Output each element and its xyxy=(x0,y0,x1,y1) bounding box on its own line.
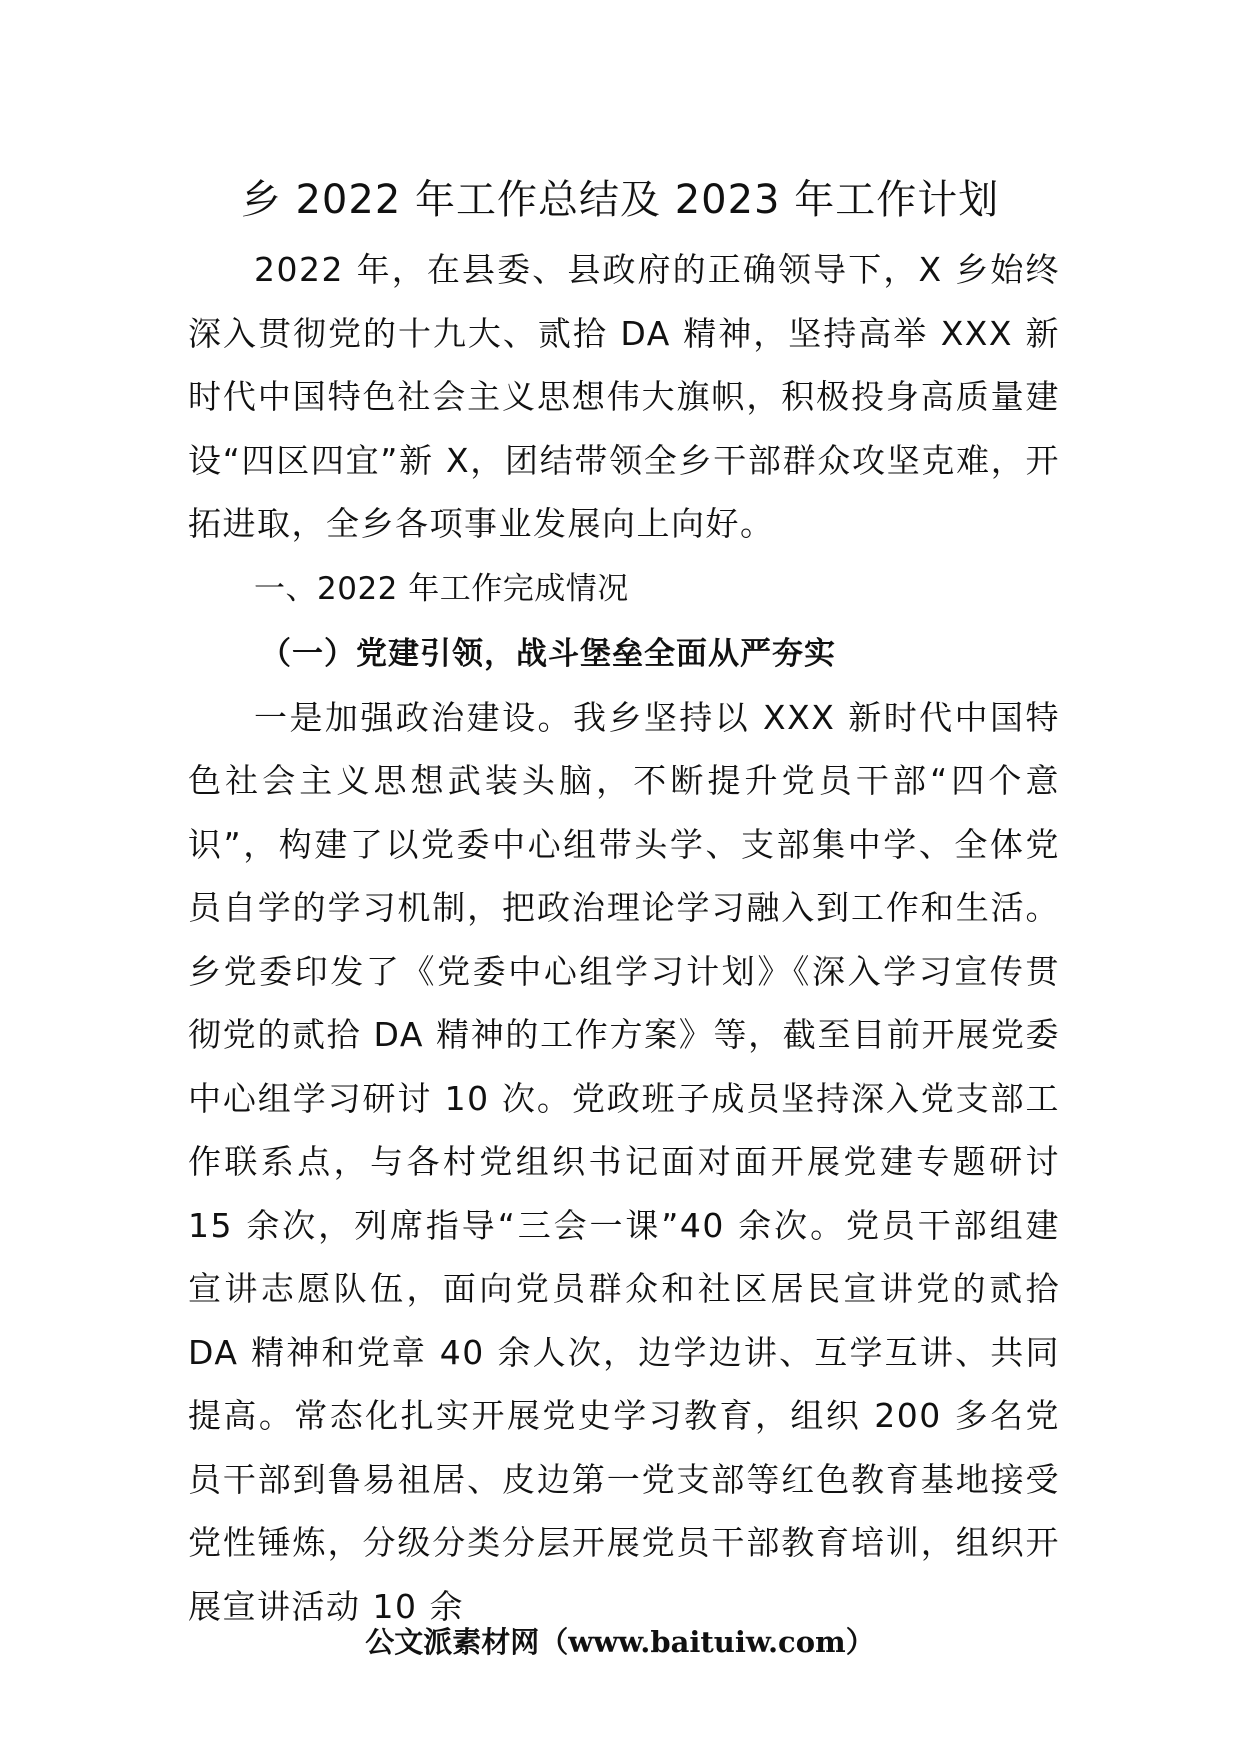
intro-paragraph: 2022 年，在县委、县政府的正确领导下，X 乡始终深入贯彻党的十九大、贰拾 DA 精神，坚持高举 XXX 新时代中国特色社会主义思想伟大旗帜，积极投身高质量建设“四区四宜”新 X，团结带领全乡干部群众攻坚克难，开拓进取，全乡各项事业发展向上向好。 xyxy=(188,250,1060,543)
document-body xyxy=(188,238,1060,1638)
footer-watermark: 公文派素材网（www.baituiw.com） xyxy=(365,1625,875,1659)
section-heading: 一、2022 年工作完成情况 xyxy=(254,570,629,607)
document-title: 乡 2022 年工作总结及 2023 年工作计划 xyxy=(240,177,1000,223)
body-paragraph: 一是加强政治建设。我乡坚持以 XXX 新时代中国特色社会主义思想武装头脑，不断提升党员干部“四个意识”，构建了以党委中心组带头学、支部集中学、全体党员自学的学习机制，把政治理论学习融入到工作和生活。乡党委印发了《党委中心组学习计划》《深入学习宣传贯彻党的贰拾 DA 精神的工作方案》等，截至目前开展党委中心组学习研讨 10 次。党政班子成员坚持深入党支部工作联系点，与各村党组织书记面对面开展党建专题研讨 15 余次，列席指导“三会一课”40 余次。党员干部组建宣讲志愿队伍，面向党员群众和社区居民宣讲党的贰拾 DA 精神和党章 40 余人次，边学边讲、互学互讲、共同提高。常态化扎实开展党史学习教育，组织 200 多名党员干部到鲁易祖居、皮边第一党支部等红色教育基地接受党性锤炼，分级分类分层开展党员干部教育培训，组织开展宣讲活动 10 余 xyxy=(188,697,1060,1626)
sub-heading: （一）党建引领，战斗堡垒全面从严夯实 xyxy=(260,635,836,672)
